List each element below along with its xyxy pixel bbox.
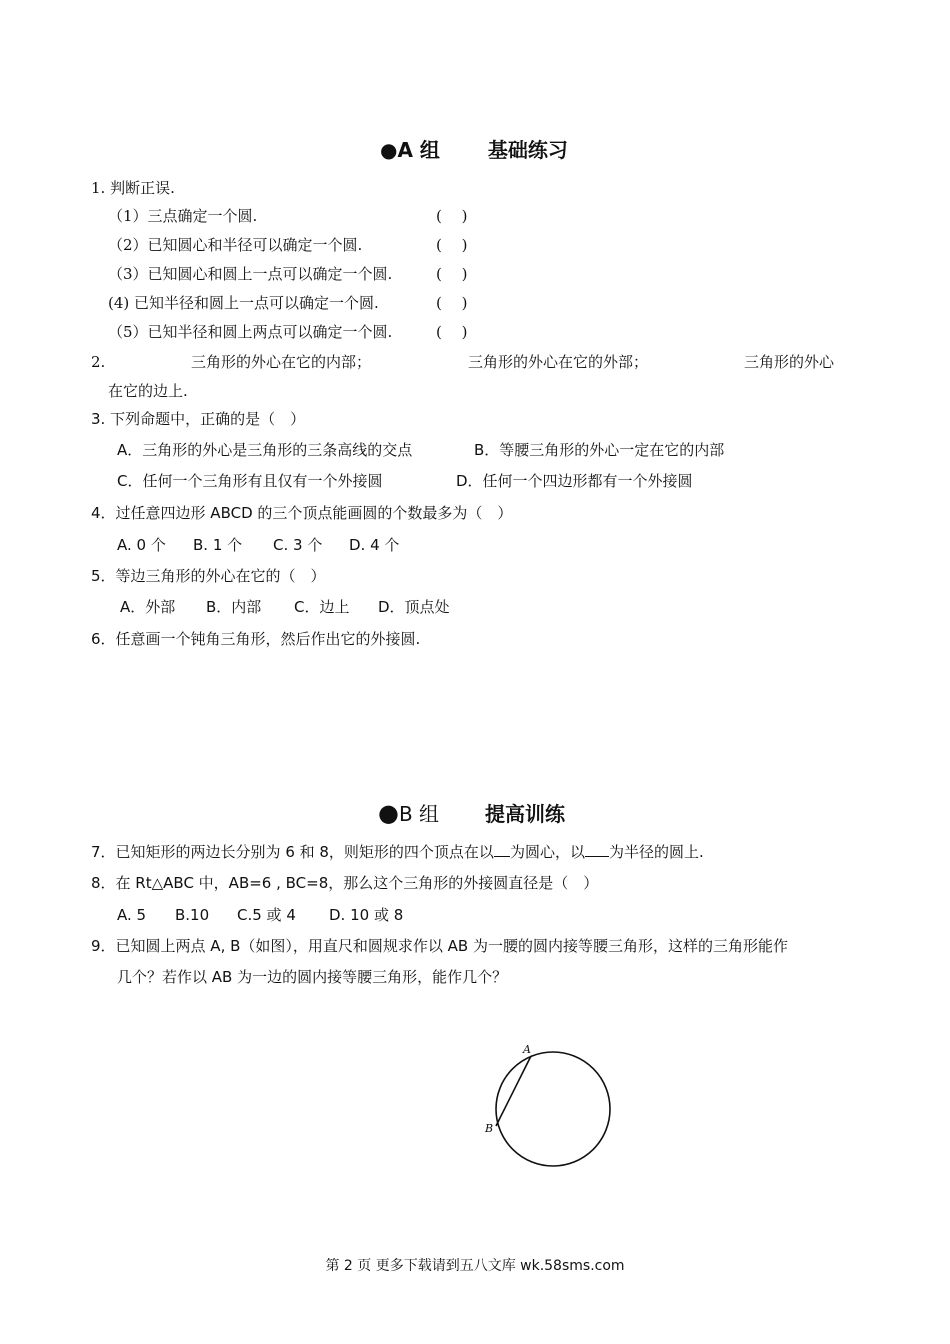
question-4-stem: 4．过任意四边形 ABCD 的三个顶点能画圆的个数最多为（ ） — [91, 504, 513, 522]
question-5-option-b: B．内部 — [206, 598, 262, 616]
question-2-part-1: 三角形的外心在它的内部； — [191, 353, 372, 371]
question-4-option-b: B. 1 个 — [193, 536, 243, 554]
group-label: A 组 — [397, 138, 440, 162]
group-label: B 组 — [398, 802, 440, 826]
question-1-item-4: (4) 已知半径和圆上一点可以确定一个圆. — [108, 294, 379, 312]
answer-paren: ( ) — [436, 323, 468, 341]
question-3-option-b: B．等腰三角形的外心一定在它的内部 — [474, 441, 725, 459]
answer-paren: ( ) — [436, 207, 468, 225]
question-7 — [91, 842, 704, 862]
question-3-stem: 3. 下列命题中，正确的是（ ） — [91, 410, 306, 428]
section-a-heading — [380, 137, 568, 163]
answer-blank[interactable] — [494, 842, 510, 857]
answer-paren: ( ) — [436, 294, 468, 312]
question-5-option-a: A．外部 — [120, 598, 176, 616]
circle-figure — [470, 1035, 630, 1185]
answer-blank[interactable] — [585, 842, 609, 857]
question-1-item-2: （2）已知圆心和半径可以确定一个圆. — [108, 236, 363, 254]
question-5-option-d: D．顶点处 — [378, 598, 450, 616]
question-1-item-5: （5）已知半径和圆上两点可以确定一个圆. — [108, 323, 393, 341]
question-8-option-b: B.10 — [175, 906, 210, 924]
bullet-icon: ● — [380, 138, 398, 162]
question-5-stem: 5．等边三角形的外心在它的（ ） — [91, 567, 326, 585]
question-1-item-3: （3）已知圆心和圆上一点可以确定一个圆. — [108, 265, 393, 283]
page-footer: 第 2 页 更多下载请到五八文库 wk.58sms.com — [325, 1258, 625, 1274]
point-a-label: A — [523, 1043, 531, 1056]
question-2-part-3: 三角形的外心 — [744, 353, 835, 371]
question-6-stem: 6．任意画一个钝角三角形，然后作出它的外接圆. — [91, 630, 421, 648]
question-9-line-1: 9．已知圆上两点 A, B（如图），用直尺和圆规求作以 AB 为一腰的圆内接等腰三角形，这样的三角形能作 — [91, 937, 788, 955]
answer-paren: ( ) — [436, 236, 468, 254]
question-2-part-2: 三角形的外心在它的外部； — [468, 353, 649, 371]
question-8-option-c: C.5 或 4 — [237, 906, 296, 924]
section-title: 提高训练 — [485, 802, 566, 826]
chord-ab — [496, 1056, 531, 1126]
question-4-option-d: D. 4 个 — [349, 536, 400, 554]
question-7-part-2: 为圆心，以 — [509, 843, 585, 861]
question-4-option-a: A. 0 个 — [117, 536, 166, 554]
question-9-line-2: 几个？若作以 AB 为一边的圆内接等腰三角形，能作几个？ — [117, 968, 508, 986]
answer-paren: ( ) — [436, 265, 468, 283]
section-b-heading — [378, 800, 565, 827]
question-5-option-c: C．边上 — [294, 598, 350, 616]
question-8-stem: 8．在 Rt△ABC 中，AB=6 , BC=8，那么这个三角形的外接圆直径是（ ） — [91, 874, 599, 892]
question-2-number: 2. — [91, 353, 106, 371]
question-7-part-1: 7．已知矩形的两边长分别为 6 和 8，则矩形的四个顶点在以 — [91, 843, 494, 861]
question-4-option-c: C. 3 个 — [273, 536, 323, 554]
question-8-option-a: A. 5 — [117, 906, 147, 924]
point-b-label: B — [485, 1122, 494, 1135]
section-title: 基础练习 — [487, 138, 568, 162]
question-3-option-c: C．任何一个三角形有且仅有一个外接圆 — [117, 472, 383, 490]
question-3-option-a: A．三角形的外心是三角形的三条高线的交点 — [117, 441, 413, 459]
question-3-option-d: D．任何一个四边形都有一个外接圆 — [456, 472, 693, 490]
question-1-stem: 1. 判断正误. — [91, 179, 175, 197]
circle — [496, 1052, 610, 1166]
question-8-option-d: D. 10 或 8 — [329, 906, 404, 924]
question-7-part-3: 为半径的圆上. — [608, 843, 704, 861]
question-1-item-1: （1）三点确定一个圆. — [108, 207, 258, 225]
bullet-icon: ● — [378, 799, 399, 827]
question-2-line-2: 在它的边上. — [108, 382, 188, 400]
